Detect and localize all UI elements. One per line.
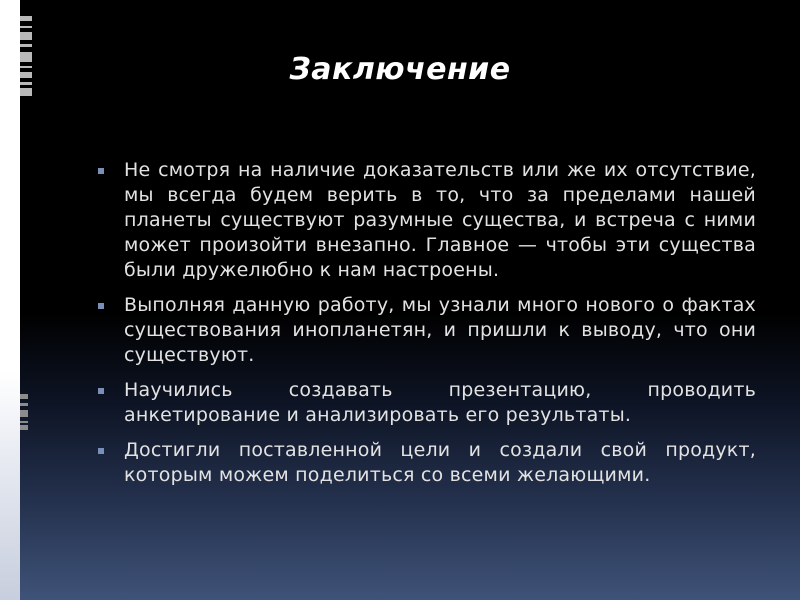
bullet-item <box>96 293 756 368</box>
bullet-text: Достигли поставленной цели и создали свой продукт, которым можем поделиться со всеми желающими. <box>124 439 756 486</box>
slide-title: Заключение <box>289 52 511 87</box>
bullet-item <box>96 158 756 283</box>
bullet-item <box>96 438 756 488</box>
bullet-list <box>96 158 756 498</box>
bullet-text: Научились создавать презентацию, проводить анкетирование и анализировать его результаты. <box>124 379 756 426</box>
left-decorative-band <box>0 0 20 600</box>
bullet-item <box>96 378 756 428</box>
square-bullet-icon <box>98 303 104 309</box>
bottom-stripes-decoration <box>20 394 28 430</box>
bullet-text: Не смотря на наличие доказательств или же их отсутствие, мы всегда будем верить в то, что за пределами нашей планеты существуют разумные существа, и встреча с ними может произойти внезапно. Главное — чтобы эти существа были дружелюбно к нам настроены. <box>124 159 756 281</box>
square-bullet-icon <box>98 388 104 394</box>
square-bullet-icon <box>98 168 104 174</box>
square-bullet-icon <box>98 448 104 454</box>
bullet-text: Выполняя данную работу, мы узнали много нового о фактах существования инопланетян, и пришли к выводу, что они существуют. <box>124 294 756 366</box>
